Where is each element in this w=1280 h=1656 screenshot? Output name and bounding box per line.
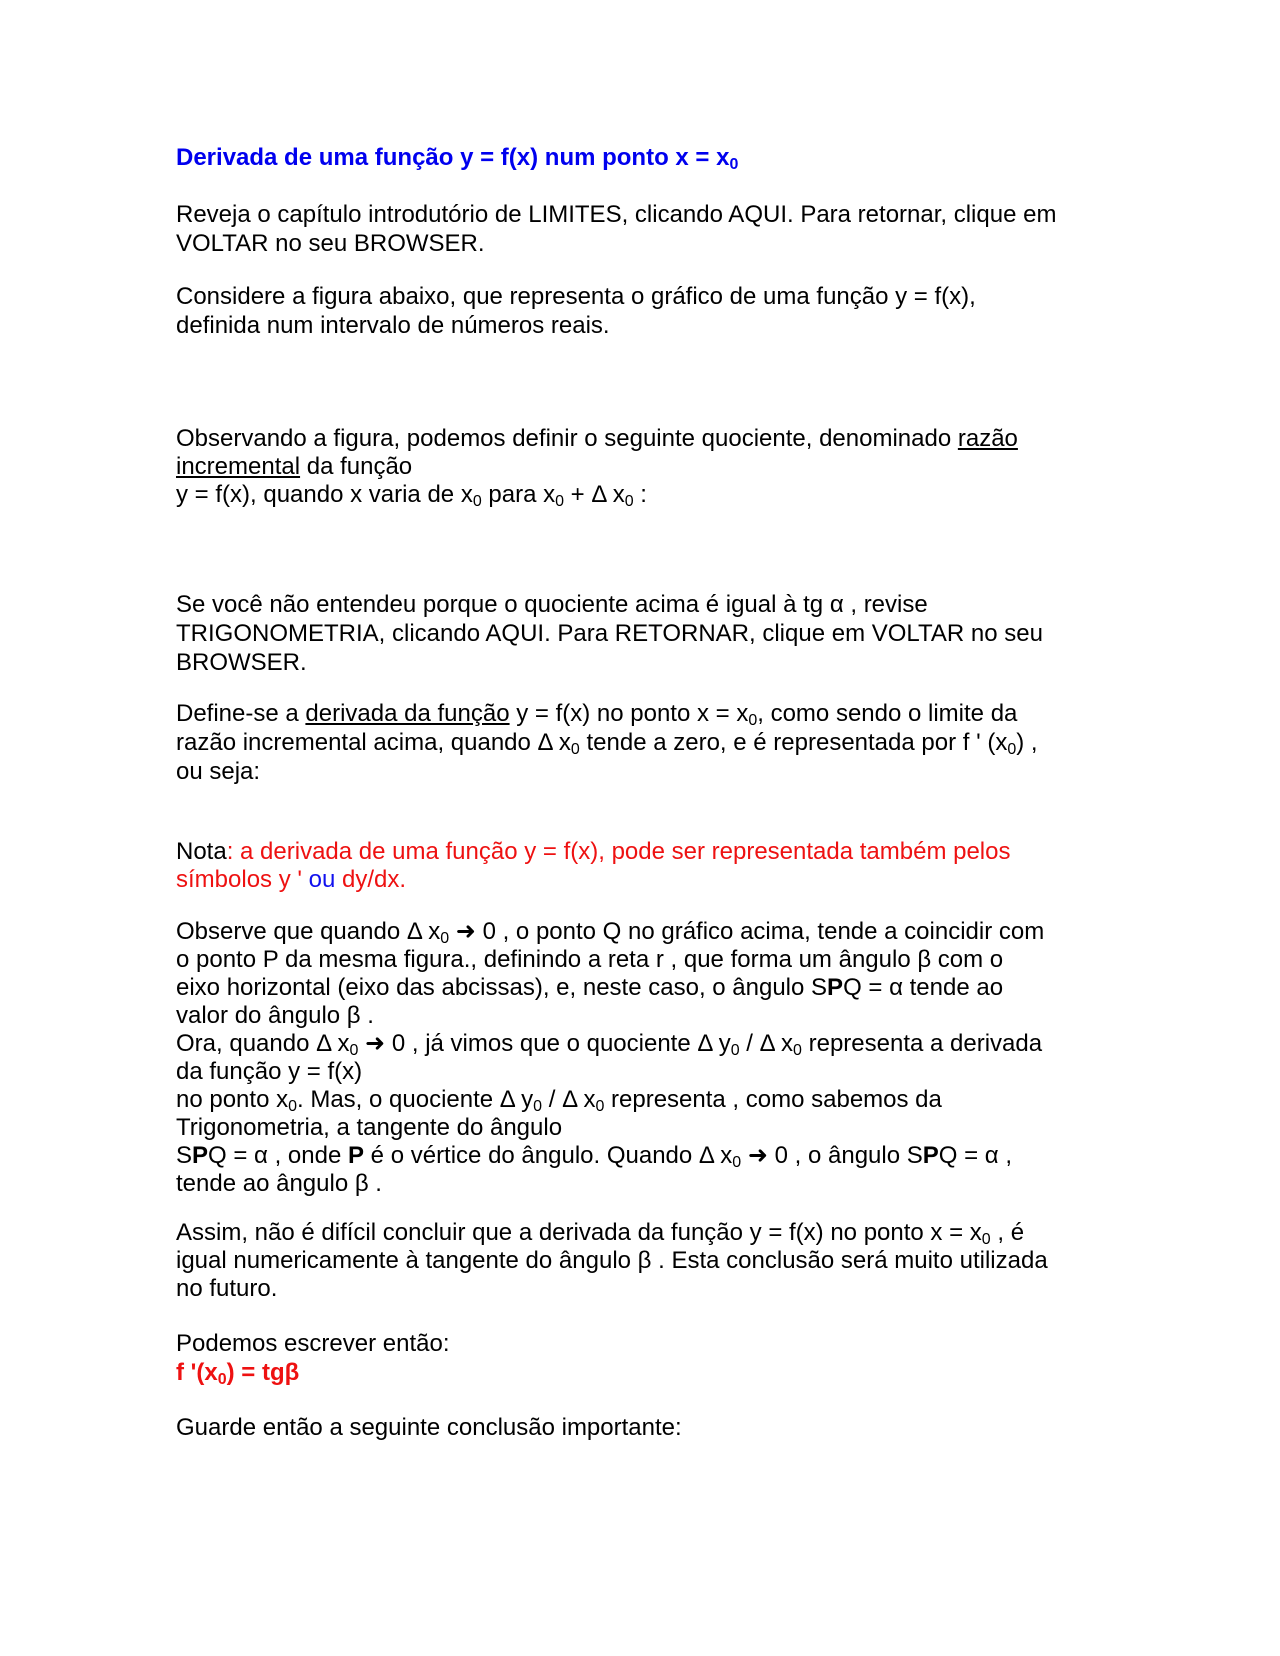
formula-derivada-tangente [176, 1358, 1116, 1387]
paragraph-line [176, 1086, 1116, 1114]
paragraph-line [176, 1219, 1116, 1247]
subscript: 0 [793, 1042, 802, 1059]
page-title [176, 143, 1116, 172]
bold-letter: P [827, 974, 844, 1001]
text-run: : [633, 481, 647, 508]
text-run: eixo horizontal (eixo das abcissas), e, neste caso, o ângulo S [176, 974, 828, 1001]
paragraph-line: Guarde então a seguinte conclusão importante: [176, 1414, 682, 1441]
paragraph-line [176, 728, 1116, 757]
subscript: 0 [730, 1042, 740, 1059]
text-run: ➜ 0 , o ângulo S [741, 1142, 923, 1169]
text-run: / Δ x [739, 1030, 794, 1057]
text-run: ➜ 0 , já vimos que o quociente Δ y [358, 1030, 731, 1057]
subscript: 0 [349, 1042, 359, 1059]
paragraph-line: Trigonometria, a tangente do ângulo [176, 1114, 563, 1141]
paragraph-line: ou seja: [176, 758, 261, 785]
paragraph-line [176, 866, 1116, 894]
text-run: Q = α tende ao [843, 974, 1004, 1001]
paragraph-line: igual numericamente à tangente do ângulo β . Esta conclusão será muito utilizada [176, 1247, 1048, 1274]
text-run: ➜ 0 , o ponto Q no gráfico acima, tende a coincidir com [449, 918, 1045, 945]
underlined-term: derivada da função [305, 700, 510, 727]
paragraph-line: Reveja o capítulo introdutório de LIMITES, clicando AQUI. Para retornar, clique em [176, 201, 1057, 228]
paragraph-line [176, 974, 1116, 1002]
text-run: ) , [1016, 729, 1038, 756]
paragraph-line [176, 453, 1116, 481]
text-run: Q = α , [938, 1142, 1013, 1169]
paragraph-line: no futuro. [176, 1275, 278, 1302]
subscript: 0 [472, 493, 482, 510]
nota-ou: ou [308, 866, 336, 893]
subscript: 0 [533, 1098, 543, 1115]
title-text: Derivada de uma função y = f(x) num ponto x = x [176, 144, 730, 171]
subscript: 0 [555, 493, 564, 510]
subscript: 0 [732, 1154, 742, 1171]
paragraph-line: Podemos escrever então: [176, 1330, 450, 1357]
underlined-term: incremental [176, 453, 301, 480]
text-run: é o vértice do ângulo. Quando Δ x [364, 1142, 733, 1169]
text-run: Assim, não é difícil concluir que a derivada da função y = f(x) no ponto x = x [176, 1219, 982, 1246]
text-run: Q = α , onde [208, 1142, 348, 1169]
text-run: y = f(x), quando x varia de x [176, 481, 473, 508]
text-run: representa , como sabemos da [604, 1086, 942, 1113]
text-run: y = f(x) no ponto x = x [509, 700, 749, 727]
text-run: razão incremental acima, quando Δ x [176, 729, 571, 756]
text-run: ) = tgβ [226, 1359, 300, 1386]
text-run: / Δ x [542, 1086, 596, 1113]
text-run: f '(x [176, 1359, 218, 1386]
text-run: Define-se a [176, 700, 306, 727]
subscript: 0 [981, 1231, 991, 1248]
bold-letter: P [192, 1142, 209, 1169]
subscript: 0 [1007, 741, 1017, 758]
nota-text: : a derivada de uma função y = f(x), pode ser representada também pelos [226, 838, 1011, 865]
text-run: para x [481, 481, 556, 508]
subscript: 0 [748, 712, 758, 729]
paragraph-line [176, 699, 1116, 728]
paragraph-line: definida num intervalo de números reais. [176, 312, 610, 339]
paragraph-razao-incremental [176, 425, 1116, 509]
paragraph-line: Se você não entendeu porque o quociente acima é igual à tg α , revise [176, 591, 928, 618]
paragraph-line: BROWSER. [176, 649, 307, 676]
text-run: no ponto x [176, 1086, 289, 1113]
paragraph-reta-tangente [176, 918, 1116, 1198]
paragraph-limites [176, 200, 1116, 258]
text-run: da função [300, 453, 413, 480]
nota-label: Nota [176, 838, 227, 865]
paragraph-line: VOLTAR no seu BROWSER. [176, 230, 485, 257]
text-run: + Δ x [564, 481, 625, 508]
paragraph-trigonometria [176, 590, 1116, 677]
paragraph-line: o ponto P da mesma figura., definindo a reta r , que forma um ângulo β com o [176, 946, 1004, 973]
text-run: Observe que quando Δ x [176, 918, 441, 945]
paragraph-line [176, 1030, 1116, 1058]
paragraph-line: TRIGONOMETRIA, clicando AQUI. Para RETORNAR, clique em VOLTAR no seu [176, 620, 1043, 647]
subscript: 0 [217, 1371, 227, 1388]
bold-letter: P [348, 1142, 365, 1169]
paragraph-line [176, 481, 1116, 509]
paragraph-formula [176, 1329, 1116, 1387]
paragraph-line [176, 838, 1116, 866]
paragraph-nota [176, 838, 1116, 894]
text-run: tende a zero, e é representada por f ' (x [579, 729, 1008, 756]
subscript: 0 [624, 493, 634, 510]
paragraph-definicao-derivada [176, 699, 1116, 786]
paragraph-line: Considere a figura abaixo, que representa o gráfico de uma função y = f(x), [176, 283, 976, 310]
subscript: 0 [440, 930, 450, 947]
subscript: 0 [570, 741, 580, 758]
text-run: Ora, quando Δ x [176, 1030, 350, 1057]
paragraph-line: tende ao ângulo β . [176, 1170, 382, 1197]
paragraph-line [176, 1142, 1116, 1170]
bold-letter: P [922, 1142, 939, 1169]
nota-text: símbolos y ' [176, 866, 309, 893]
text-run: Observando a figura, podemos definir o seguinte quociente, denominado [176, 425, 958, 452]
text-run: S [176, 1142, 193, 1169]
text-run: . Mas, o quociente Δ y [297, 1086, 534, 1113]
subscript: 0 [288, 1098, 297, 1115]
underlined-term: razão [957, 425, 1018, 452]
title-subscript: 0 [729, 156, 739, 173]
paragraph-line [176, 425, 1116, 453]
paragraph-line [176, 918, 1116, 946]
paragraph-line: da função y = f(x) [176, 1058, 363, 1085]
paragraph-conclusao [176, 1219, 1116, 1303]
paragraph-guarde [176, 1413, 1116, 1442]
nota-text: dy/dx. [335, 866, 407, 893]
text-run: , como sendo o limite da [757, 700, 1018, 727]
text-run: representa a derivada [801, 1030, 1043, 1057]
paragraph-line: valor do ângulo β . [176, 1002, 374, 1029]
subscript: 0 [595, 1098, 605, 1115]
text-run: , é [990, 1219, 1025, 1246]
paragraph-figura [176, 282, 1116, 340]
